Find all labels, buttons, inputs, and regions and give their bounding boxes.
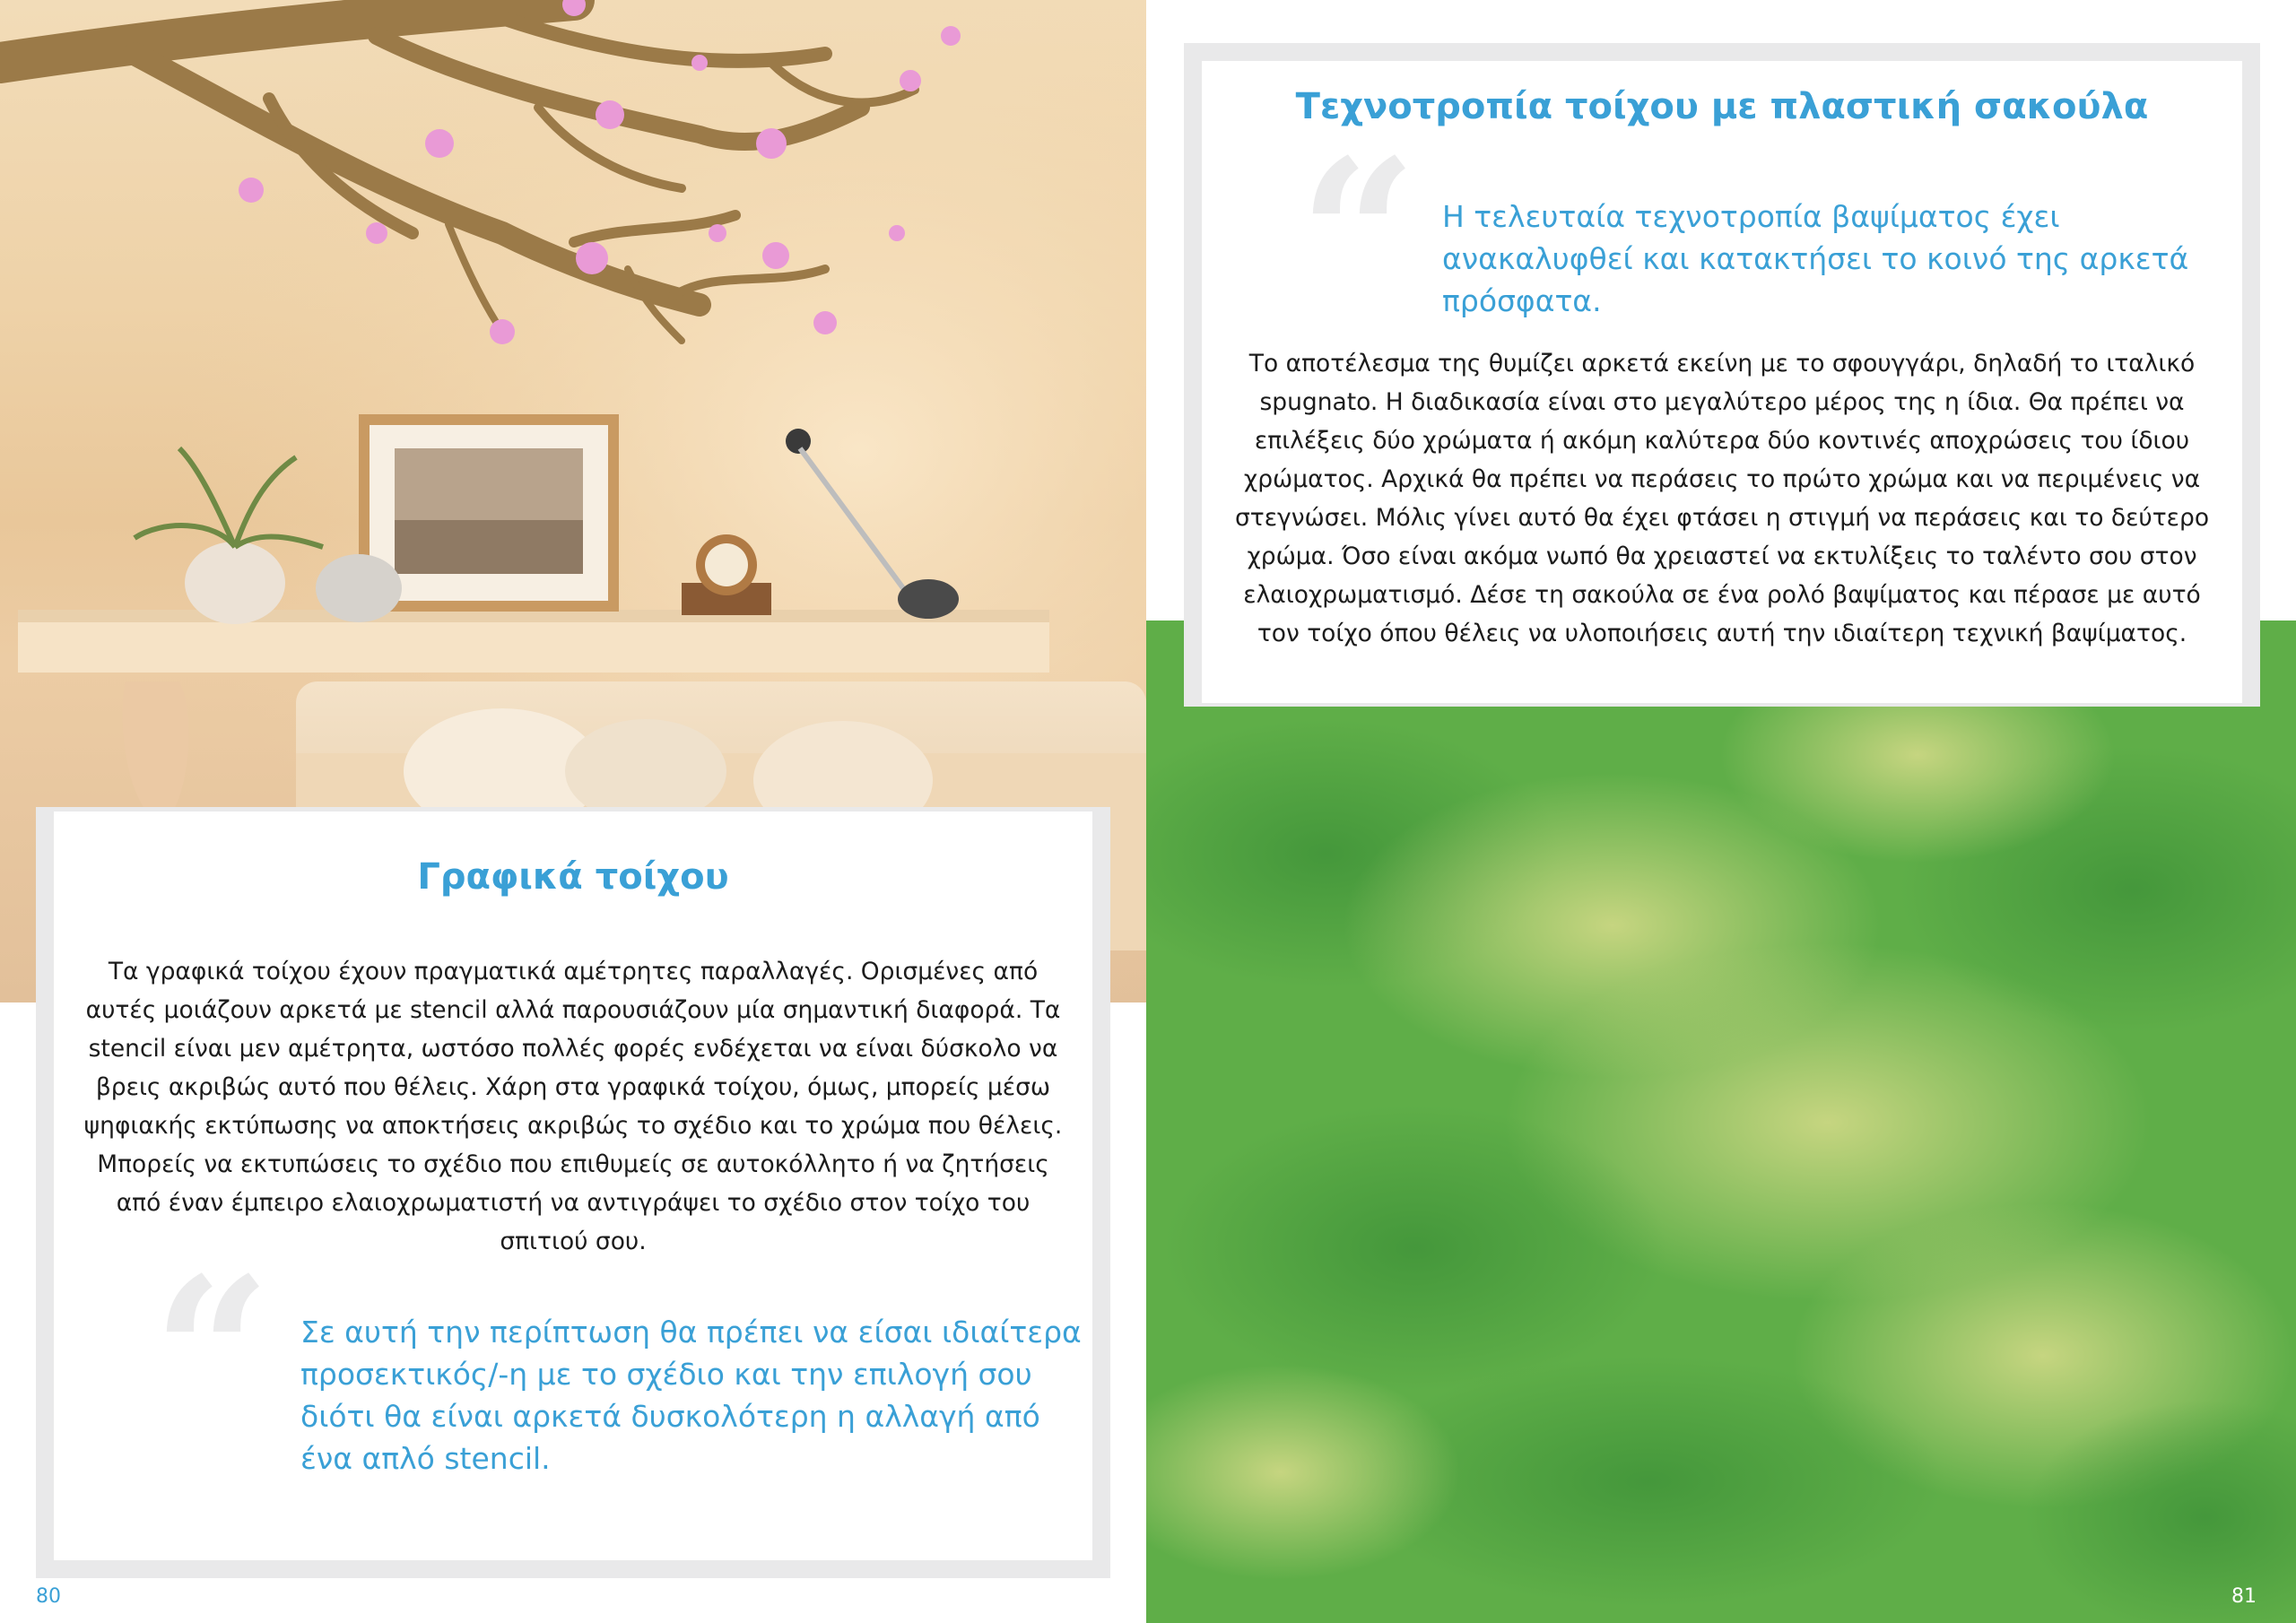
right-section-title: Τεχνοτροπία τοίχου με πλαστική σακούλα (1295, 86, 2149, 127)
left-quote-mark-icon: “ (152, 1233, 272, 1475)
left-body-paragraph: Τα γραφικά τοίχου έχουν πραγματικά αμέτρητες παραλλαγές. Ορισμένες από αυτές μοιάζουν αρκετά με stencil αλλά παρουσιάζουν μία σημαντική διαφορά. Τα stencil είναι μεν αμέτρητα, ωστόσο πολλές φορές ενδέχεται να είναι δύσκολο να βρεις ακριβώς αυτό που θέλεις. Χάρη στα γραφικά τοίχου, όμως, μπορείς μέσω ψηφιακής εκτύπωσης να αποκτήσεις ακριβώς το σχέδιο και το χρώμα που θέλεις. Μπορείς να εκτυπώσεις το σχέδιο που επιθυμείς σε αυτοκόλλητο ή να ζητήσεις από έναν έμπειρο ελαιοχρωματιστή να αντιγράψει το σχέδιο στον τοίχο του σπιτιού σου. (83, 958, 1063, 1255)
page-number-right: 81 (2231, 1585, 2257, 1608)
right-body-paragraph: Το αποτέλεσμα της θυμίζει αρκετά εκείνη με το σφουγγάρι, δηλαδή το ιταλικό spugnato. Η διαδικασία είναι στο μεγαλύτερο μέρος της η ίδια. Θα πρέπει να επιλέξεις δύο χρώματα ή ακόμη καλύτερα δύο κοντινές αποχρώσεις του ίδιου χρώματος. Αρχικά θα πρέπει να περάσεις το πρώτο χρώμα και να περιμένεις να στεγνώσει. Μόλις γίνει αυτό θα έχει φτάσει η στιγμή να περάσεις και το δεύτερο χρώμα. Όσο είναι ακόμα νωπό θα χρειαστεί να εκτυλίξεις το ταλέντο σου στον ελαιοχρωματισμό. Δέσε τη σακούλα σε ένα ρολό βαψίματος και πέρασε με αυτό τον τοίχο όπου θέλεις να υλοποιήσεις αυτή την ιδιαίτερη τεχνική βαψίματος. (1234, 350, 2210, 647)
green-texture-photo (1146, 621, 2296, 1623)
right-pull-quote: Η τελευταία τεχνοτροπία βαψίματος έχει ανακαλυφθεί και κατακτήσει το κοινό της αρκετά πρόσφατα. (1442, 199, 2189, 318)
page-number-left: 80 (36, 1585, 61, 1608)
right-quote-mark-icon: “ (1299, 115, 1418, 357)
left-pull-quote: Σε αυτή την περίπτωση θα πρέπει να είσαι ιδιαίτερα προσεκτικός/-η με το σχέδιο και την επιλογή σου διότι θα είναι αρκετά δυσκολότερη η αλλαγή από ένα απλό stencil. (300, 1315, 1082, 1476)
left-section-title: Γραφικά τοίχου (417, 856, 729, 898)
